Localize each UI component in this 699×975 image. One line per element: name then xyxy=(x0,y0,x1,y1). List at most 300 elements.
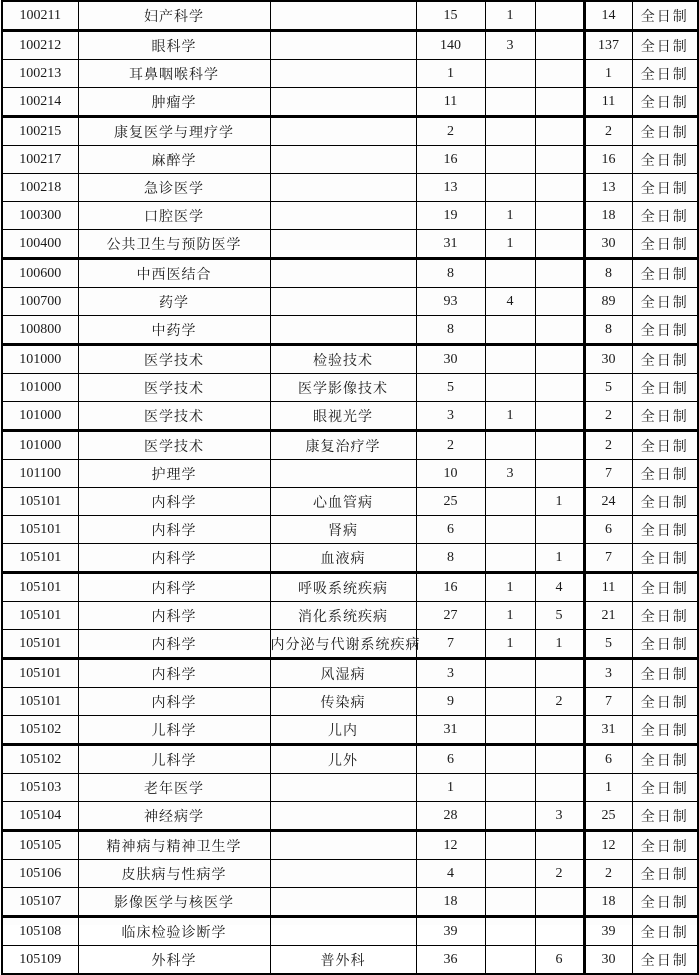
major-cell: 医学技术 xyxy=(78,431,270,460)
study-mode-cell: 全日制 xyxy=(632,316,698,345)
direction-cell: 检验技术 xyxy=(270,345,416,374)
major-cell: 中药学 xyxy=(78,316,270,345)
direction-cell xyxy=(270,831,416,860)
major-cell: 公共卫生与预防医学 xyxy=(78,230,270,259)
table-row xyxy=(2,917,698,946)
study-mode-cell: 全日制 xyxy=(632,888,698,917)
direction-cell xyxy=(270,31,416,60)
table-row xyxy=(2,745,698,774)
direction-cell: 康复治疗学 xyxy=(270,431,416,460)
num-2-cell: 1 xyxy=(485,230,535,259)
major-cell: 医学技术 xyxy=(78,345,270,374)
num-2-cell xyxy=(485,659,535,688)
table-row xyxy=(2,174,698,202)
major-cell: 耳鼻咽喉科学 xyxy=(78,60,270,88)
direction-cell xyxy=(270,117,416,146)
num-4-cell: 21 xyxy=(584,602,632,630)
direction-cell xyxy=(270,88,416,117)
study-mode-cell: 全日制 xyxy=(632,60,698,88)
table-row xyxy=(2,230,698,259)
code-cell: 105101 xyxy=(2,544,78,573)
major-cell: 肿瘤学 xyxy=(78,88,270,117)
num-2-cell: 1 xyxy=(485,573,535,602)
major-cell: 儿科学 xyxy=(78,716,270,745)
num-1-cell: 19 xyxy=(416,202,485,230)
study-mode-cell: 全日制 xyxy=(632,230,698,259)
code-cell: 101000 xyxy=(2,402,78,431)
code-cell: 105109 xyxy=(2,946,78,975)
num-2-cell xyxy=(485,431,535,460)
num-2-cell xyxy=(485,259,535,288)
num-3-cell xyxy=(535,659,584,688)
code-cell: 101000 xyxy=(2,374,78,402)
major-cell: 中西医结合 xyxy=(78,259,270,288)
num-3-cell: 3 xyxy=(535,802,584,831)
num-3-cell xyxy=(535,146,584,174)
table-row xyxy=(2,288,698,316)
table-row xyxy=(2,146,698,174)
num-4-cell: 39 xyxy=(584,917,632,946)
table-row xyxy=(2,31,698,60)
num-3-cell xyxy=(535,831,584,860)
major-cell: 医学技术 xyxy=(78,402,270,431)
code-cell: 100700 xyxy=(2,288,78,316)
study-mode-cell: 全日制 xyxy=(632,488,698,516)
direction-cell: 呼吸系统疾病 xyxy=(270,573,416,602)
code-cell: 100600 xyxy=(2,259,78,288)
num-4-cell: 11 xyxy=(584,573,632,602)
num-4-cell: 7 xyxy=(584,544,632,573)
num-1-cell: 5 xyxy=(416,374,485,402)
num-2-cell xyxy=(485,802,535,831)
num-4-cell: 25 xyxy=(584,802,632,831)
num-2-cell: 3 xyxy=(485,31,535,60)
study-mode-cell: 全日制 xyxy=(632,659,698,688)
code-cell: 100214 xyxy=(2,88,78,117)
num-1-cell: 16 xyxy=(416,146,485,174)
code-cell: 101000 xyxy=(2,345,78,374)
num-4-cell: 24 xyxy=(584,488,632,516)
admission-plan-table-body xyxy=(2,1,698,974)
num-3-cell: 2 xyxy=(535,860,584,888)
table-row xyxy=(2,345,698,374)
direction-cell xyxy=(270,230,416,259)
num-2-cell: 3 xyxy=(485,460,535,488)
num-3-cell xyxy=(535,202,584,230)
study-mode-cell: 全日制 xyxy=(632,31,698,60)
num-1-cell: 6 xyxy=(416,516,485,544)
study-mode-cell: 全日制 xyxy=(632,688,698,716)
direction-cell xyxy=(270,1,416,31)
num-3-cell: 2 xyxy=(535,688,584,716)
num-4-cell: 8 xyxy=(584,259,632,288)
study-mode-cell: 全日制 xyxy=(632,402,698,431)
direction-cell xyxy=(270,202,416,230)
num-1-cell: 1 xyxy=(416,60,485,88)
code-cell: 105101 xyxy=(2,630,78,659)
table-row xyxy=(2,802,698,831)
table-row xyxy=(2,831,698,860)
major-cell: 临床检验诊断学 xyxy=(78,917,270,946)
code-cell: 105102 xyxy=(2,716,78,745)
study-mode-cell: 全日制 xyxy=(632,831,698,860)
num-2-cell xyxy=(485,745,535,774)
num-4-cell: 16 xyxy=(584,146,632,174)
table-row xyxy=(2,716,698,745)
study-mode-cell: 全日制 xyxy=(632,345,698,374)
major-cell: 皮肤病与性病学 xyxy=(78,860,270,888)
admission-plan-table xyxy=(1,0,699,975)
study-mode-cell: 全日制 xyxy=(632,573,698,602)
num-3-cell xyxy=(535,117,584,146)
major-cell: 眼科学 xyxy=(78,31,270,60)
major-cell: 内科学 xyxy=(78,573,270,602)
table-row xyxy=(2,374,698,402)
study-mode-cell: 全日制 xyxy=(632,774,698,802)
num-3-cell xyxy=(535,774,584,802)
num-3-cell: 1 xyxy=(535,488,584,516)
table-row xyxy=(2,946,698,975)
table-row xyxy=(2,774,698,802)
table-row xyxy=(2,860,698,888)
major-cell: 妇产科学 xyxy=(78,1,270,31)
code-cell: 105101 xyxy=(2,688,78,716)
num-1-cell: 9 xyxy=(416,688,485,716)
num-2-cell xyxy=(485,374,535,402)
num-3-cell xyxy=(535,31,584,60)
num-4-cell: 13 xyxy=(584,174,632,202)
code-cell: 100800 xyxy=(2,316,78,345)
table-row xyxy=(2,659,698,688)
num-2-cell xyxy=(485,831,535,860)
direction-cell xyxy=(270,460,416,488)
code-cell: 100213 xyxy=(2,60,78,88)
major-cell: 内科学 xyxy=(78,544,270,573)
num-1-cell: 8 xyxy=(416,259,485,288)
code-cell: 101000 xyxy=(2,431,78,460)
num-3-cell: 1 xyxy=(535,544,584,573)
num-2-cell: 1 xyxy=(485,1,535,31)
num-1-cell: 31 xyxy=(416,230,485,259)
direction-cell xyxy=(270,802,416,831)
num-2-cell xyxy=(485,516,535,544)
table-row xyxy=(2,60,698,88)
code-cell: 100215 xyxy=(2,117,78,146)
num-3-cell xyxy=(535,460,584,488)
direction-cell: 内分泌与代谢系统疾病 xyxy=(270,630,416,659)
study-mode-cell: 全日制 xyxy=(632,917,698,946)
major-cell: 护理学 xyxy=(78,460,270,488)
direction-cell xyxy=(270,60,416,88)
direction-cell xyxy=(270,860,416,888)
table-row xyxy=(2,602,698,630)
table-row xyxy=(2,431,698,460)
code-cell: 100300 xyxy=(2,202,78,230)
num-4-cell: 2 xyxy=(584,117,632,146)
num-1-cell: 8 xyxy=(416,544,485,573)
num-3-cell xyxy=(535,230,584,259)
num-4-cell: 8 xyxy=(584,316,632,345)
study-mode-cell: 全日制 xyxy=(632,544,698,573)
table-row xyxy=(2,202,698,230)
study-mode-cell: 全日制 xyxy=(632,860,698,888)
num-2-cell: 1 xyxy=(485,630,535,659)
num-4-cell: 18 xyxy=(584,888,632,917)
num-1-cell: 93 xyxy=(416,288,485,316)
num-1-cell: 140 xyxy=(416,31,485,60)
num-1-cell: 28 xyxy=(416,802,485,831)
study-mode-cell: 全日制 xyxy=(632,716,698,745)
num-1-cell: 18 xyxy=(416,888,485,917)
table-row xyxy=(2,402,698,431)
table-row xyxy=(2,630,698,659)
num-1-cell: 8 xyxy=(416,316,485,345)
num-2-cell: 1 xyxy=(485,202,535,230)
direction-cell xyxy=(270,146,416,174)
num-1-cell: 7 xyxy=(416,630,485,659)
num-4-cell: 18 xyxy=(584,202,632,230)
num-4-cell: 7 xyxy=(584,460,632,488)
code-cell: 100217 xyxy=(2,146,78,174)
code-cell: 100218 xyxy=(2,174,78,202)
direction-cell: 医学影像技术 xyxy=(270,374,416,402)
num-1-cell: 13 xyxy=(416,174,485,202)
num-2-cell xyxy=(485,716,535,745)
direction-cell: 普外科 xyxy=(270,946,416,975)
major-cell: 麻醉学 xyxy=(78,146,270,174)
num-4-cell: 2 xyxy=(584,431,632,460)
num-1-cell: 27 xyxy=(416,602,485,630)
major-cell: 口腔医学 xyxy=(78,202,270,230)
major-cell: 内科学 xyxy=(78,516,270,544)
num-1-cell: 31 xyxy=(416,716,485,745)
code-cell: 105107 xyxy=(2,888,78,917)
num-1-cell: 39 xyxy=(416,917,485,946)
direction-cell: 风湿病 xyxy=(270,659,416,688)
table-row xyxy=(2,88,698,117)
direction-cell: 消化系统疾病 xyxy=(270,602,416,630)
code-cell: 101100 xyxy=(2,460,78,488)
direction-cell: 心血管病 xyxy=(270,488,416,516)
num-4-cell: 5 xyxy=(584,630,632,659)
num-1-cell: 11 xyxy=(416,88,485,117)
direction-cell xyxy=(270,174,416,202)
table-row xyxy=(2,316,698,345)
num-3-cell xyxy=(535,345,584,374)
num-1-cell: 25 xyxy=(416,488,485,516)
num-1-cell: 16 xyxy=(416,573,485,602)
major-cell: 药学 xyxy=(78,288,270,316)
study-mode-cell: 全日制 xyxy=(632,117,698,146)
code-cell: 105106 xyxy=(2,860,78,888)
num-4-cell: 1 xyxy=(584,774,632,802)
study-mode-cell: 全日制 xyxy=(632,259,698,288)
num-2-cell xyxy=(485,688,535,716)
num-4-cell: 31 xyxy=(584,716,632,745)
num-4-cell: 30 xyxy=(584,230,632,259)
num-1-cell: 30 xyxy=(416,345,485,374)
study-mode-cell: 全日制 xyxy=(632,288,698,316)
num-3-cell xyxy=(535,374,584,402)
num-2-cell xyxy=(485,88,535,117)
num-3-cell xyxy=(535,60,584,88)
num-3-cell: 1 xyxy=(535,630,584,659)
table-row xyxy=(2,488,698,516)
num-4-cell: 2 xyxy=(584,860,632,888)
num-2-cell xyxy=(485,888,535,917)
major-cell: 康复医学与理疗学 xyxy=(78,117,270,146)
direction-cell xyxy=(270,917,416,946)
num-1-cell: 1 xyxy=(416,774,485,802)
num-4-cell: 6 xyxy=(584,516,632,544)
study-mode-cell: 全日制 xyxy=(632,374,698,402)
num-1-cell: 15 xyxy=(416,1,485,31)
direction-cell: 传染病 xyxy=(270,688,416,716)
direction-cell: 肾病 xyxy=(270,516,416,544)
major-cell: 内科学 xyxy=(78,488,270,516)
num-2-cell xyxy=(485,146,535,174)
num-3-cell xyxy=(535,917,584,946)
direction-cell xyxy=(270,774,416,802)
major-cell: 内科学 xyxy=(78,688,270,716)
code-cell: 100400 xyxy=(2,230,78,259)
study-mode-cell: 全日制 xyxy=(632,460,698,488)
code-cell: 105101 xyxy=(2,488,78,516)
num-1-cell: 12 xyxy=(416,831,485,860)
study-mode-cell: 全日制 xyxy=(632,630,698,659)
num-1-cell: 2 xyxy=(416,117,485,146)
table-row xyxy=(2,688,698,716)
num-2-cell: 1 xyxy=(485,602,535,630)
major-cell: 内科学 xyxy=(78,659,270,688)
study-mode-cell: 全日制 xyxy=(632,88,698,117)
num-4-cell: 6 xyxy=(584,745,632,774)
num-1-cell: 3 xyxy=(416,659,485,688)
num-3-cell xyxy=(535,888,584,917)
num-4-cell: 137 xyxy=(584,31,632,60)
num-1-cell: 10 xyxy=(416,460,485,488)
study-mode-cell: 全日制 xyxy=(632,602,698,630)
code-cell: 105103 xyxy=(2,774,78,802)
code-cell: 105101 xyxy=(2,602,78,630)
code-cell: 105104 xyxy=(2,802,78,831)
num-4-cell: 14 xyxy=(584,1,632,31)
num-2-cell xyxy=(485,860,535,888)
study-mode-cell: 全日制 xyxy=(632,202,698,230)
table-row xyxy=(2,516,698,544)
code-cell: 105101 xyxy=(2,516,78,544)
num-3-cell xyxy=(535,716,584,745)
num-2-cell xyxy=(485,117,535,146)
code-cell: 105101 xyxy=(2,573,78,602)
num-2-cell xyxy=(485,488,535,516)
code-cell: 105108 xyxy=(2,917,78,946)
major-cell: 内科学 xyxy=(78,630,270,659)
major-cell: 神经病学 xyxy=(78,802,270,831)
num-1-cell: 6 xyxy=(416,745,485,774)
major-cell: 老年医学 xyxy=(78,774,270,802)
num-4-cell: 89 xyxy=(584,288,632,316)
direction-cell xyxy=(270,316,416,345)
num-4-cell: 1 xyxy=(584,60,632,88)
num-3-cell xyxy=(535,259,584,288)
num-4-cell: 2 xyxy=(584,402,632,431)
num-2-cell: 1 xyxy=(485,402,535,431)
num-3-cell: 5 xyxy=(535,602,584,630)
direction-cell xyxy=(270,288,416,316)
direction-cell: 眼视光学 xyxy=(270,402,416,431)
num-2-cell xyxy=(485,60,535,88)
table-row xyxy=(2,460,698,488)
table-row xyxy=(2,573,698,602)
major-cell: 外科学 xyxy=(78,946,270,975)
num-2-cell xyxy=(485,917,535,946)
num-3-cell xyxy=(535,431,584,460)
code-cell: 100211 xyxy=(2,1,78,31)
num-4-cell: 3 xyxy=(584,659,632,688)
study-mode-cell: 全日制 xyxy=(632,802,698,831)
num-3-cell xyxy=(535,1,584,31)
code-cell: 105102 xyxy=(2,745,78,774)
num-3-cell xyxy=(535,174,584,202)
table-row xyxy=(2,544,698,573)
num-3-cell: 4 xyxy=(535,573,584,602)
num-3-cell xyxy=(535,88,584,117)
code-cell: 105101 xyxy=(2,659,78,688)
num-4-cell: 7 xyxy=(584,688,632,716)
major-cell: 医学技术 xyxy=(78,374,270,402)
num-3-cell xyxy=(535,288,584,316)
num-4-cell: 30 xyxy=(584,946,632,975)
num-1-cell: 4 xyxy=(416,860,485,888)
num-2-cell xyxy=(485,316,535,345)
study-mode-cell: 全日制 xyxy=(632,516,698,544)
num-3-cell xyxy=(535,402,584,431)
num-2-cell xyxy=(485,174,535,202)
major-cell: 急诊医学 xyxy=(78,174,270,202)
table-row xyxy=(2,888,698,917)
num-2-cell xyxy=(485,345,535,374)
major-cell: 内科学 xyxy=(78,602,270,630)
num-3-cell xyxy=(535,316,584,345)
num-3-cell xyxy=(535,745,584,774)
num-2-cell: 4 xyxy=(485,288,535,316)
major-cell: 精神病与精神卫生学 xyxy=(78,831,270,860)
table-row xyxy=(2,259,698,288)
num-4-cell: 5 xyxy=(584,374,632,402)
direction-cell xyxy=(270,259,416,288)
num-2-cell xyxy=(485,946,535,975)
num-3-cell xyxy=(535,516,584,544)
num-1-cell: 3 xyxy=(416,402,485,431)
num-1-cell: 2 xyxy=(416,431,485,460)
study-mode-cell: 全日制 xyxy=(632,431,698,460)
direction-cell: 儿内 xyxy=(270,716,416,745)
code-cell: 105105 xyxy=(2,831,78,860)
num-3-cell: 6 xyxy=(535,946,584,975)
major-cell: 影像医学与核医学 xyxy=(78,888,270,917)
major-cell: 儿科学 xyxy=(78,745,270,774)
num-2-cell xyxy=(485,544,535,573)
study-mode-cell: 全日制 xyxy=(632,174,698,202)
table-row xyxy=(2,117,698,146)
study-mode-cell: 全日制 xyxy=(632,946,698,975)
code-cell: 100212 xyxy=(2,31,78,60)
num-4-cell: 11 xyxy=(584,88,632,117)
direction-cell xyxy=(270,888,416,917)
num-4-cell: 12 xyxy=(584,831,632,860)
num-2-cell xyxy=(485,774,535,802)
